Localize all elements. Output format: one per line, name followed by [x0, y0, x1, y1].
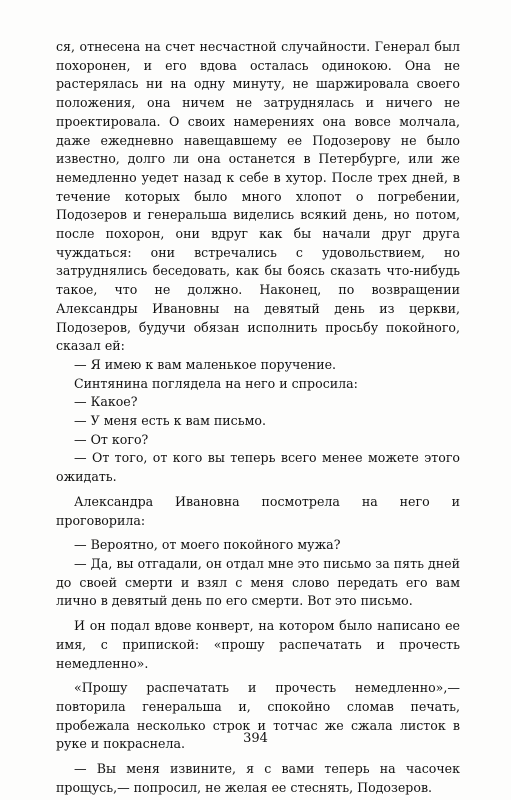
paragraph: — Какое? [74, 394, 138, 410]
paragraph: — Да, вы отгадали, он отдал мне это письмо за пять дней до своей смерти и взял с меня слово передать его вам лично в девятый день по его смерти. Вот это письмо. [56, 555, 460, 609]
paragraph: «Прошу распечатать и прочесть немедленно»,— повторила генеральша и, спокойно сломав печать, пробежала несколько строк и тотчас же сжала листок в руке и покраснела. [56, 680, 460, 752]
paragraph: — Вероятно, от моего покойного мужа? [74, 537, 341, 553]
paragraph: И он подал вдове конверт, на котором было написано ее имя, с припиской: «прошу распечатать и прочесть немедленно». [56, 618, 460, 671]
paragraph: ся, отнесена на счет несчастной случайности. Генерал был похоронен, и его вдова осталась одинокою. Она не растерялась ни на одну минуту, не шаржировала своего положения, она ничем не затруднялась и ничего не проектировала. О своих намерениях она вовсе молчала, даже ежедневно навещавшему ее Подозерову не было известно, долго ли она останется в Петербурге, или же немедленно уедет назад к себе в хутор. После трех дней, в течение которых было много хлопот о погребении, Подозеров и генеральша виделись всякий день, но потом, после похорон, они вдруг как бы начали друг друга чуждаться: они встречались с удовольствием, но затруднялись беседовать, как бы боясь сказать что-нибудь такое, что не должно. Наконец, по возвращении Александры Ивановны на девятый день из церкви, Подозеров, будучи обязан исполнить просьбу покойного, сказал ей: [56, 39, 460, 354]
paragraph: — От того, от кого вы теперь всего менее можете этого ожидать. [56, 450, 460, 485]
paragraph: — У меня есть к вам письмо. [74, 413, 266, 429]
paragraph: Синтянина поглядела на него и спросила: [74, 375, 358, 391]
paragraph: — Я имею к вам маленькое поручение. [74, 356, 337, 372]
page-number: 394 [243, 731, 268, 746]
paragraph: — От кого? [74, 431, 149, 447]
body-text [56, 38, 460, 797]
paragraph: — Вы меня извините, я с вами теперь на часочек прощусь,— попросил, не желая ее стеснять, Подозеров. [56, 761, 460, 795]
paragraph: Александра Ивановна посмотрела на него и проговорила: [56, 493, 460, 528]
